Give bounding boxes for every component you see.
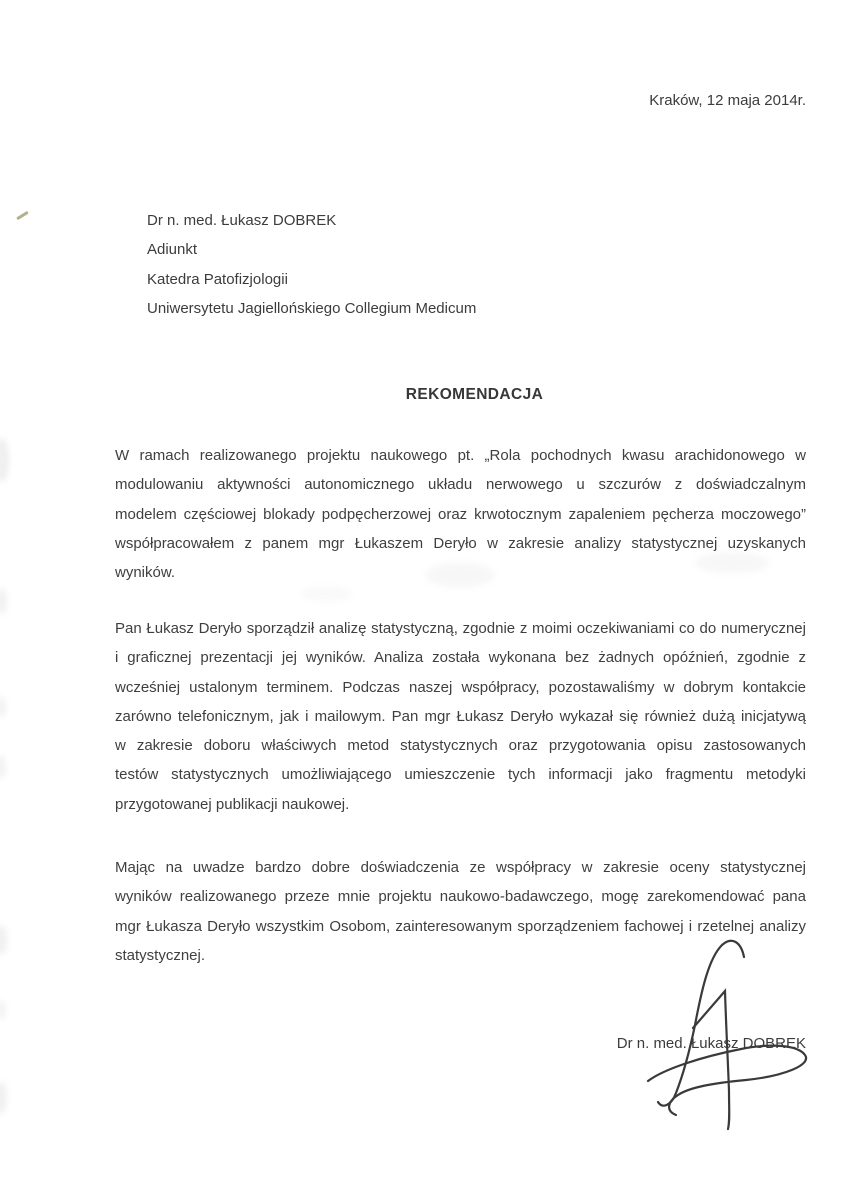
- text-line: mgr Łukasza Deryło wszystkim Osobom, zainteresowanym sporządzeniem fachowej i rzetelnej analizy: [115, 917, 806, 935]
- text-line: w zakresie doboru właściwych metod statystycznych oraz przygotowania opisu zastosowanych: [115, 737, 806, 755]
- scan-smudge: [0, 588, 7, 614]
- paragraph-3: [115, 853, 806, 970]
- text-line: Mając na uwadze bardzo dobre doświadczenia ze współpracy w zakresie oceny statystycznej: [115, 859, 806, 876]
- sender-block: [147, 206, 707, 323]
- scan-smudge: [0, 1000, 6, 1020]
- sender-line: Adiunkt: [147, 241, 198, 259]
- scan-smudge: [300, 586, 352, 602]
- paragraph-2: [115, 614, 806, 819]
- text-line: modelem częściowej blokady podpęcherzowej oraz krwotocznym zapaleniem pęcherza moczowego”: [115, 505, 806, 523]
- text-line: modulowaniu aktywności autonomicznego układu nerwowego u szczurów z doświadczalnym: [115, 476, 806, 494]
- text-line: statystycznej.: [115, 946, 206, 964]
- scan-smudge: [0, 438, 9, 482]
- sender-line: Dr n. med. Łukasz DOBREK: [147, 212, 337, 229]
- text-line: wcześniej ustalonym terminem. Podczas naszej współpracy, pozostawaliśmy w dobrym kontakcie: [115, 678, 806, 696]
- scan-smudge: [0, 696, 6, 718]
- text-line: przygotowanej publikacji naukowej.: [115, 795, 350, 813]
- letter-title: REKOMENDACJA: [405, 386, 544, 403]
- signature-name: Dr n. med. Łukasz DOBREK: [616, 1035, 806, 1052]
- date-line: Kraków, 12 maja 2014r.: [649, 92, 806, 109]
- text-line: zarówno telefonicznym, jak i mailowym. Pan mgr Łukasz Deryło wykazał się również dużą inicjatywą: [115, 707, 806, 725]
- sender-line: Uniwersytetu Jagiellońskiego Collegium Medicum: [147, 299, 477, 317]
- scan-smudge: [425, 562, 495, 588]
- text-line: wyników.: [115, 564, 176, 582]
- scan-smudge: [695, 552, 770, 574]
- text-line: W ramach realizowanego projektu naukowego pt. „Rola pochodnych kwasu arachidonowego w: [115, 447, 806, 464]
- scan-smudge: [0, 1082, 7, 1114]
- scan-smudge: [0, 925, 7, 955]
- scan-smudge: [0, 755, 6, 779]
- pen-mark: [16, 211, 29, 220]
- text-line: współpracowałem z panem mgr Łukaszem Deryło w zakresie analizy statystycznej uzyskanych: [115, 534, 806, 552]
- text-line: i graficznej prezentacji jej wyników. Analiza została wykonana bez żadnych opóźnień, zgodnie z: [115, 649, 806, 667]
- text-line: Pan Łukasz Deryło sporządził analizę statystyczną, zgodnie z moimi oczekiwaniami co do numerycznej: [115, 620, 806, 637]
- text-line: wyników realizowanego przeze mnie projektu naukowo-badawczego, mogę zarekomendować pana: [115, 888, 806, 906]
- sender-line: Katedra Patofizjologii: [147, 270, 288, 288]
- text-line: testów statystycznych umożliwiającego umieszczenie tych informacji jako fragmentu metodyki: [115, 766, 806, 784]
